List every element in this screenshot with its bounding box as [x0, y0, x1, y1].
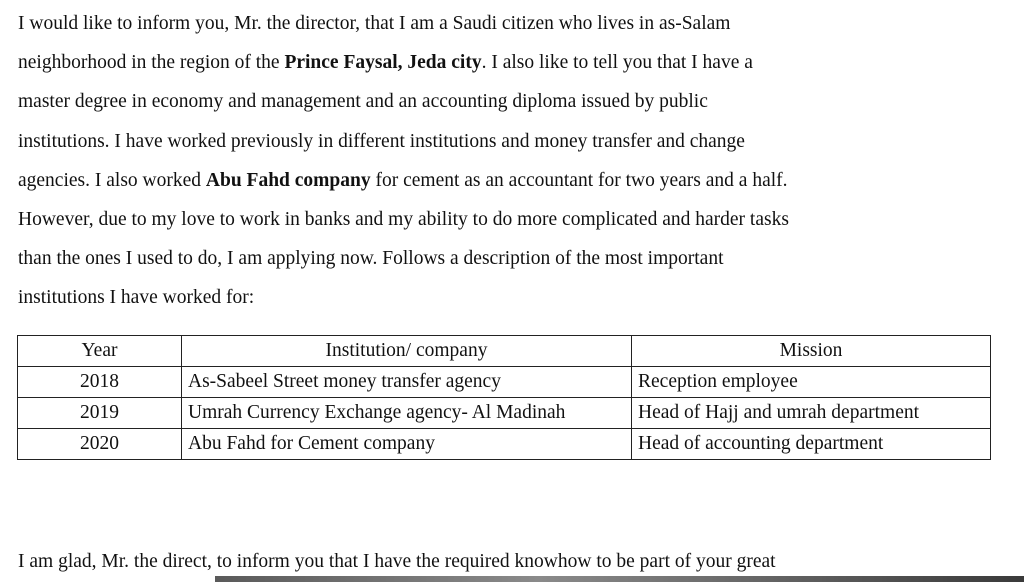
intro-line-8: institutions I have worked for:: [18, 287, 255, 309]
intro-line-3: master degree in economy and management and an accounting diploma issued by public: [18, 91, 708, 113]
bottom-scrollbar-strip: [215, 576, 1024, 582]
intro-line-5-text-a: agencies. I also worked: [18, 169, 206, 191]
header-year: Year: [18, 336, 182, 367]
intro-line-2-text-a: neighborhood in the region of the: [18, 52, 285, 74]
institutions-table: [17, 335, 991, 460]
row-institution: Abu Fahd for Cement company: [182, 429, 632, 460]
row-institution: Umrah Currency Exchange agency- Al Madinah: [182, 398, 632, 429]
table-row: [18, 429, 991, 460]
closing-line-1: I am glad, Mr. the direct, to inform you that I have the required knowhow to be part of your great: [18, 551, 776, 572]
company-bold: Abu Fahd company: [205, 169, 371, 191]
header-mission: Mission: [632, 336, 991, 367]
row-institution: As-Sabeel Street money transfer agency: [182, 367, 632, 398]
intro-line-5-text-c: for cement as an accountant for two years and a half.: [370, 169, 788, 191]
intro-line-7: than the ones I used to do, I am applying now. Follows a description of the most important: [18, 248, 724, 270]
table-row: [18, 367, 991, 398]
row-mission: Reception employee: [632, 367, 991, 398]
row-mission: Head of Hajj and umrah department: [632, 398, 991, 429]
table-header-row: [18, 336, 991, 367]
intro-line-1: I would like to inform you, Mr. the director, that I am a Saudi citizen who lives in as-Salam: [18, 13, 731, 34]
intro-line-4: institutions. I have worked previously in different institutions and money transfer and change: [18, 130, 745, 152]
closing-paragraph: [18, 544, 1008, 580]
row-mission: Head of accounting department: [632, 429, 991, 460]
intro-line-2-text-c: . I also like to tell you that I have a: [481, 52, 753, 74]
table-row: [18, 398, 991, 429]
row-year: 2019: [18, 398, 182, 429]
header-institution: Institution/ company: [182, 336, 632, 367]
row-year: 2020: [18, 429, 182, 460]
intro-line-6: However, due to my love to work in banks and my ability to do more complicated and harder tasks: [18, 209, 789, 231]
intro-paragraph: [18, 4, 1008, 318]
intro-line-5: [18, 161, 1008, 200]
location-bold: Prince Faysal, Jeda city: [284, 52, 482, 74]
intro-line-2: [18, 43, 1008, 82]
row-year: 2018: [18, 367, 182, 398]
